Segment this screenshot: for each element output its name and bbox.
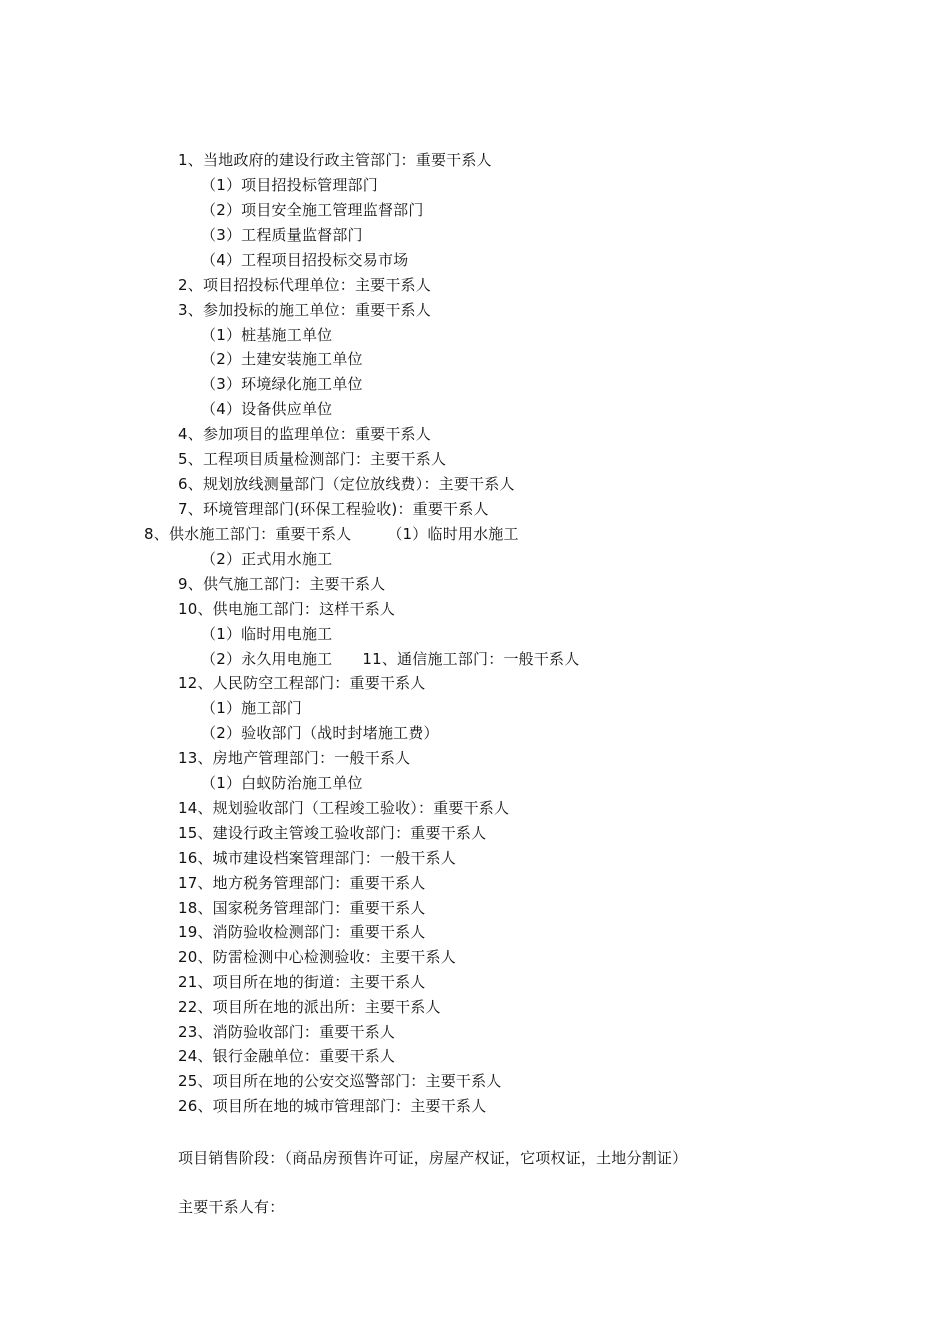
list-item: 23、消防验收部门：重要干系人 — [178, 1023, 396, 1041]
list-item: 10、供电施工部门：这样干系人 — [178, 600, 396, 618]
list-item: 18、国家税务管理部门：重要干系人 — [178, 899, 426, 917]
list-item: （1）施工部门 — [201, 699, 302, 717]
list-item: 13、房地产管理部门：一般干系人 — [178, 749, 411, 767]
section-paragraph: 主要干系人有： — [178, 1198, 285, 1216]
list-item: 20、防雷检测中心检测验收：主要干系人 — [178, 948, 456, 966]
list-item: （1）白蚁防治施工单位 — [201, 774, 363, 792]
list-item: （2）验收部门（战时封堵施工费） — [201, 724, 439, 742]
list-item-text: 8、供水施工部门：重要干系人 — [144, 525, 352, 543]
list-item — [144, 524, 519, 544]
list-item: （2）项目安全施工管理监督部门 — [201, 201, 424, 219]
list-item-text: 11、通信施工部门：一般干系人 — [362, 650, 580, 668]
list-item: （1）项目招投标管理部门 — [201, 176, 378, 194]
list-item: （3）工程质量监督部门 — [201, 226, 363, 244]
list-item: 6、规划放线测量部门（定位放线费）：主要干系人 — [178, 475, 515, 493]
list-item: （4）设备供应单位 — [201, 400, 333, 418]
list-item: （2）土建安装施工单位 — [201, 350, 363, 368]
list-item: 17、地方税务管理部门：重要干系人 — [178, 874, 426, 892]
list-item: 19、消防验收检测部门：重要干系人 — [178, 923, 426, 941]
list-item: 14、规划验收部门（工程竣工验收）：重要干系人 — [178, 799, 510, 817]
list-item: （3）环境绿化施工单位 — [201, 375, 363, 393]
list-item: 24、银行金融单位：重要干系人 — [178, 1047, 396, 1065]
list-item: 7、环境管理部门(环保工程验收)：重要干系人 — [178, 500, 489, 518]
list-item: 22、项目所在地的派出所：主要干系人 — [178, 998, 441, 1016]
list-item: 4、参加项目的监理单位：重要干系人 — [178, 425, 431, 443]
list-item: 5、工程项目质量检测部门：主要干系人 — [178, 450, 447, 468]
list-item — [201, 649, 579, 669]
list-item: 1、当地政府的建设行政主管部门：重要干系人 — [178, 151, 492, 169]
list-item: 15、建设行政主管竣工验收部门：重要干系人 — [178, 824, 487, 842]
list-item: 26、项目所在地的城市管理部门：主要干系人 — [178, 1097, 487, 1115]
list-item: （1）临时用电施工 — [201, 625, 333, 643]
list-item: 3、参加投标的施工单位：重要干系人 — [178, 301, 431, 319]
section-paragraph: 项目销售阶段：（商品房预售许可证，房屋产权证，它项权证，土地分割证） — [178, 1149, 688, 1167]
list-item-text: （1）临时用水施工 — [387, 525, 519, 543]
list-item: （1）桩基施工单位 — [201, 326, 333, 344]
list-item: 21、项目所在地的街道：主要干系人 — [178, 973, 426, 991]
list-item: （2）正式用水施工 — [201, 550, 333, 568]
list-item: 25、项目所在地的公安交巡警部门：主要干系人 — [178, 1072, 502, 1090]
list-item: 2、项目招投标代理单位：主要干系人 — [178, 276, 431, 294]
list-item: 9、供气施工部门：主要干系人 — [178, 575, 386, 593]
list-item-text: （2）永久用电施工 — [201, 650, 333, 668]
list-item: 16、城市建设档案管理部门：一般干系人 — [178, 849, 456, 867]
list-item: 12、人民防空工程部门：重要干系人 — [178, 674, 426, 692]
list-item: （4）工程项目招投标交易市场 — [201, 251, 409, 269]
